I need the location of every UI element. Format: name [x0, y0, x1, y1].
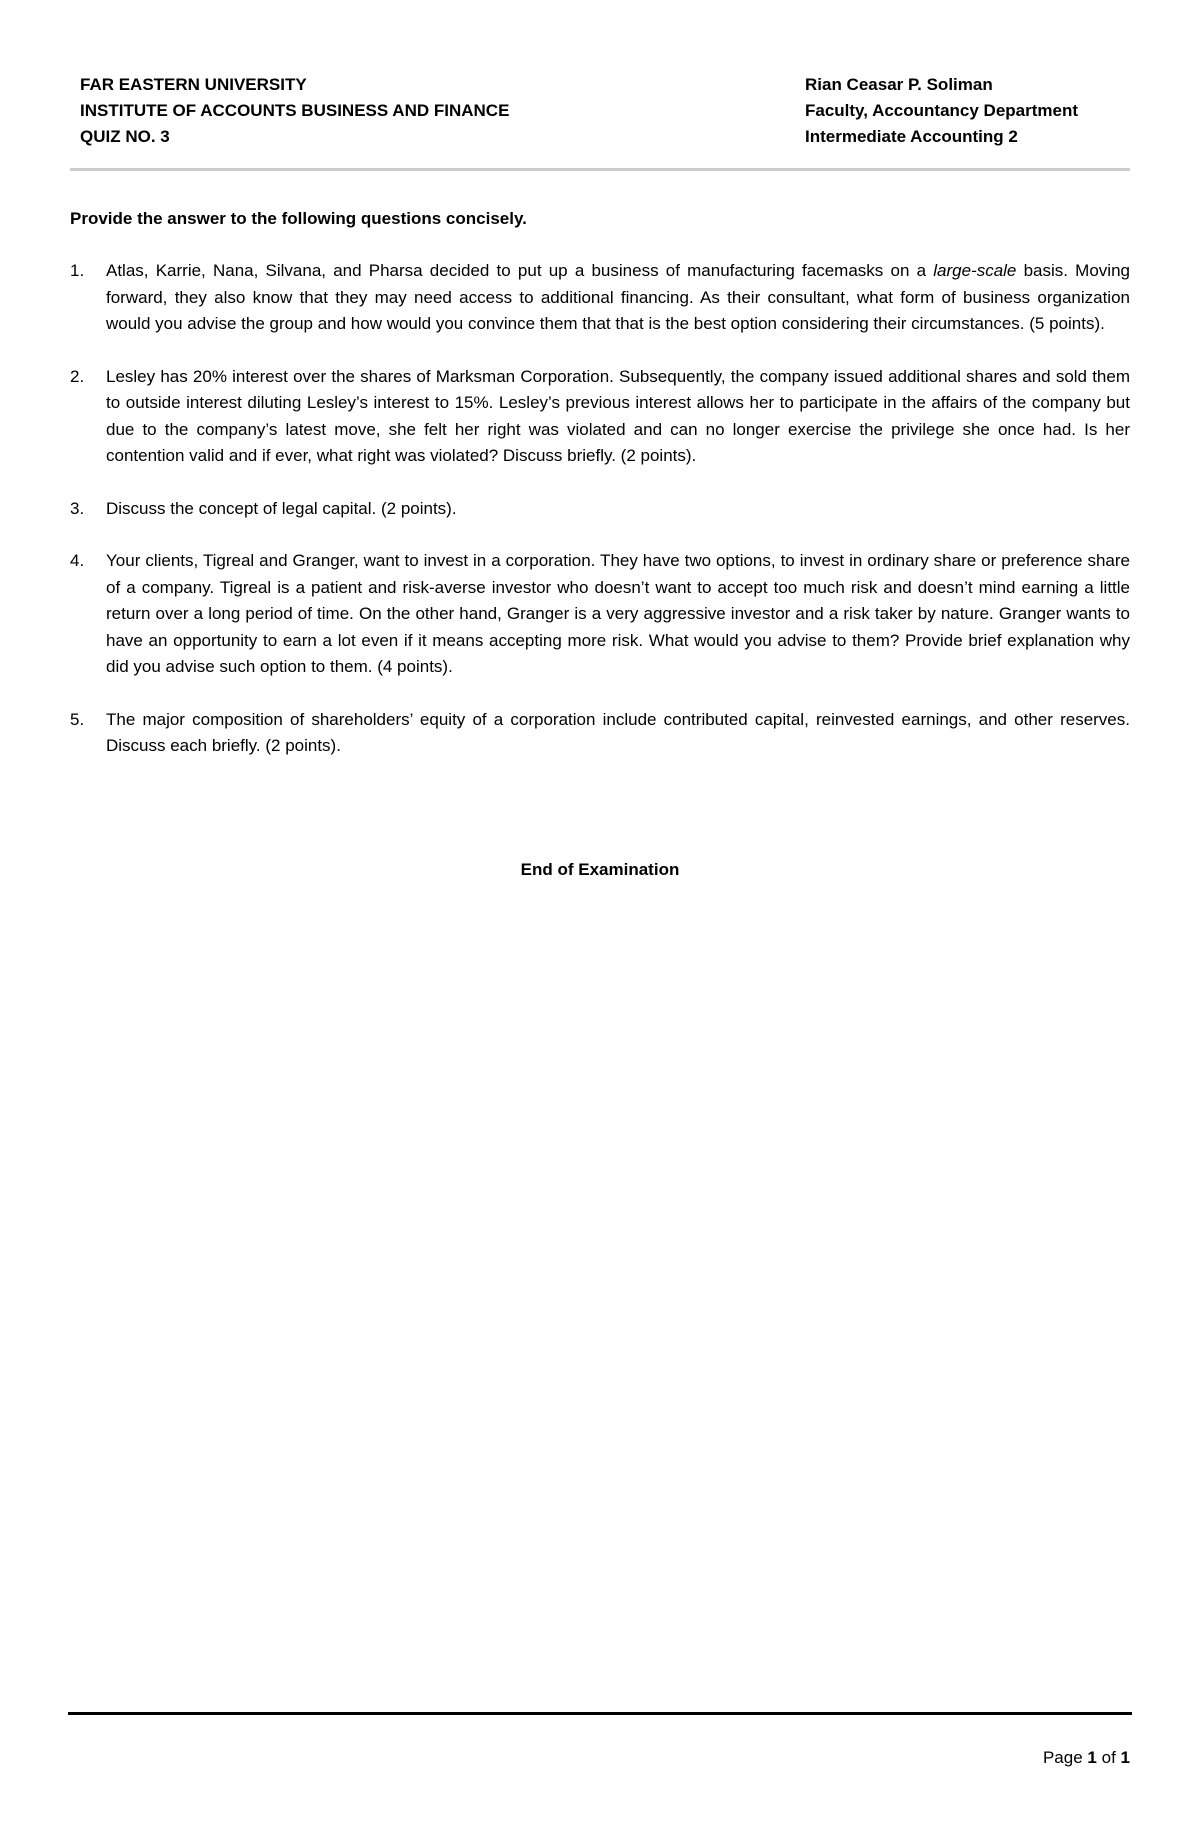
course-name: Intermediate Accounting 2 — [805, 127, 1018, 146]
question-number: 3. — [70, 498, 85, 518]
header-divider — [70, 168, 1130, 171]
question-number: 5. — [70, 709, 85, 729]
page-number — [1043, 1748, 1130, 1768]
question-number: 2. — [70, 366, 85, 386]
question-text — [106, 261, 1130, 333]
question-number: 4. — [70, 551, 85, 570]
question-item — [70, 258, 1130, 338]
question-number: 1. — [70, 261, 85, 280]
question-text-part: basis. Moving forward, they also know that they may need access to additional financing. As their consultant, what form of business organization would you advise the group and how would you convince them that that is the best option considering their circumstances. (5 points). — [106, 261, 1130, 333]
question-text: The major composition of shareholders’ equity of a corporation include contributed capital, reinvested earnings, and other reserves. Discuss each briefly. (2 points). — [106, 709, 1130, 755]
instructor-department: Faculty, Accountancy Department — [805, 101, 1079, 120]
institute-name: INSTITUTE OF ACCOUNTS BUSINESS AND FINANCE — [80, 101, 510, 120]
question-text: Your clients, Tigreal and Granger, want to invest in a corporation. They have two options, to invest in ordinary share or preference share of a company. Tigreal is a patient and risk-averse investor who doesn’t want to accept too much risk and doesn’t mind earning a little return over a long period of time. On the other hand, Granger is a very aggressive investor and a risk taker by nature. Granger wants to have an opportunity to earn a lot even if it means accepting more risk. What would you advise to them? Provide brief explanation why did you advise such option to them. (4 points). — [106, 551, 1130, 676]
university-name: FAR EASTERN UNIVERSITY — [80, 75, 307, 94]
question-text: Lesley has 20% interest over the shares of Marksman Corporation. Subsequently, the company issued additional shares and sold them to outside interest diluting Lesley’s interest to 15%. Lesley’s previous interest allows her to participate in the affairs of the company but due to the company’s latest move, she felt her right was violated and can no longer exercise the privilege she once had. Is her contention valid and if ever, what right was violated? Discuss briefly. (2 points). — [106, 366, 1130, 465]
question-text-italic: large-scale — [933, 261, 1017, 280]
question-text-part: Atlas, Karrie, Nana, Silvana, and Pharsa decided to put up a business of manufacturing facemasks on a — [106, 261, 934, 280]
question-list — [70, 258, 1130, 786]
question-item — [70, 364, 1130, 470]
quiz-number: QUIZ NO. 3 — [80, 127, 170, 146]
end-of-examination: End of Examination — [520, 860, 680, 879]
page-current: 1 — [1087, 1748, 1097, 1767]
question-item — [70, 707, 1130, 760]
instructor-name: Rian Ceasar P. Soliman — [805, 75, 993, 94]
question-item — [70, 548, 1130, 681]
header-right-block — [805, 72, 1078, 150]
footer-divider — [68, 1712, 1132, 1715]
question-item — [70, 496, 1130, 523]
page-of-label: of — [1101, 1748, 1116, 1767]
instruction-text: Provide the answer to the following questions concisely. — [70, 209, 527, 228]
header-left-block — [80, 72, 509, 150]
question-text: Discuss the concept of legal capital. (2 points). — [106, 498, 457, 518]
page-label: Page — [1042, 1748, 1083, 1767]
page-total: 1 — [1120, 1748, 1130, 1767]
